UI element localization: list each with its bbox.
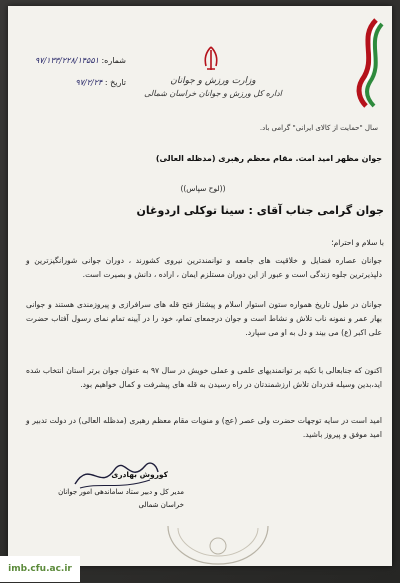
paragraph-2: جوانان در طول تاریخ همواره ستون استوار اسلام و پیشتاز فتح قله های سرافرازی و پیروزمندی هستند و جوانی بهار عمر و نمونه ناب تلاش و نشاط است و جوان درجمعای تمام، خود را در آیینه تمام نمای رسول آفتاب حضرت علی اکبر (ع) می بیند و دل به او می سپارد. xyxy=(26,300,382,337)
paragraph-3: اکنون که جنابعالی با تکیه بر توانمندیهای علمی و عملی خویش در سال ۹۷ به عنوان جوان برتر استان انتخاب شده اید،بدین وسیله قدردان تلاش ارزشمندتان در راه رسیدن به قله های پیشرفت و کمال خواهیم بود. xyxy=(26,366,382,389)
iran-emblem-icon xyxy=(198,44,224,74)
paragraph-4: امید است در سایه توجهات حضرت ولی عصر (عج) و منویات مقام معظم رهبری (مدظله العالی) در دولت تدبیر و امید موفق و پیروز باشید. xyxy=(26,416,382,439)
date-label: تاریخ : xyxy=(104,78,126,87)
flag-ribbon-icon xyxy=(348,18,388,108)
certificate-paper xyxy=(8,6,392,566)
plaque-heading: ((لوح سپاس)) xyxy=(180,184,226,193)
site-watermark: imb.cfu.ac.ir xyxy=(0,556,80,582)
ornament-icon xyxy=(158,506,278,566)
ministry-name: وزارت ورزش و جوانان xyxy=(170,76,256,86)
recipient-title: جوان گرامی جناب آقای : سینا توکلی اردوغان xyxy=(136,204,384,217)
office-name: اداره کل ورزش و جوانان خراسان شمالی xyxy=(144,89,282,98)
letter-meta xyxy=(16,50,126,94)
year-slogan: سال "حمایت از کالای ایرانی" گرامی باد. xyxy=(259,124,378,132)
signer-name: کوروش بهادری xyxy=(111,470,168,479)
number-label: شماره: xyxy=(101,56,126,65)
signer-title-line-1: مدیر کل و دبیر ستاد ساماندهی امور جوانان xyxy=(58,488,184,496)
paragraph-1: جوانان عصاره فضایل و خلاقیت های جامعه و توانمندترین نیروی کشورند ، دوران جوانی شورانگیزترین و دلپذیرترین جلوه زندگی است و عبور از این دوران مستلزم ایمان ، اراده ، دانش و بصیرت است. xyxy=(26,256,382,279)
letterhead xyxy=(128,76,298,98)
greeting: با سلام و احترام؛ xyxy=(331,238,384,247)
date-value: ۹۷/۲/۲۴ xyxy=(75,78,103,87)
number-value: ۹۷/۱۳۳/۲۲۸/۱۴۵۵۱ xyxy=(34,56,99,65)
leader-quote: جوان مظهر امید امت. مقام معظم رهبری (مدظله العالی) xyxy=(155,154,382,163)
signer-title-line-2: خراسان شمالی xyxy=(138,501,184,509)
